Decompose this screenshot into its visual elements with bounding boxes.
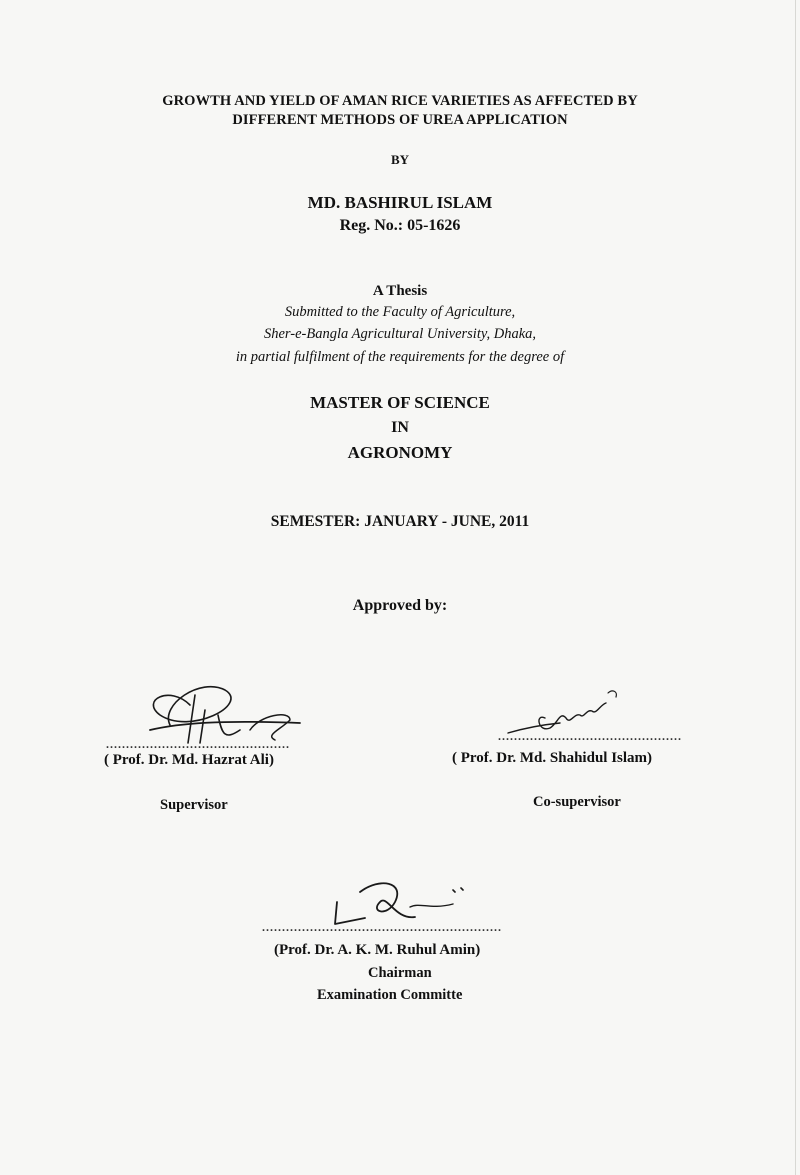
title-line-1: GROWTH AND YIELD OF AMAN RICE VARIETIES AS AFFECTED BY	[162, 93, 638, 109]
submitted-line-2: Sher-e-Bangla Agricultural University, Dhaka,	[263, 326, 537, 342]
author-name: MD. BASHIRUL ISLAM	[307, 193, 493, 212]
chairman-role: Chairman	[368, 965, 432, 981]
title-line-2: DIFFERENT METHODS OF UREA APPLICATION	[232, 112, 568, 128]
semester: SEMESTER: JANUARY - JUNE, 2011	[270, 513, 530, 530]
co-supervisor-role: Co-supervisor	[533, 794, 621, 810]
thesis-title	[0, 92, 800, 130]
by-label: BY	[390, 152, 410, 167]
co-supervisor-dotted-line: ..............................................	[498, 729, 682, 743]
submitted-line-3: in partial fulfilment of the requirements for the degree of	[235, 349, 565, 365]
approved-by-label: Approved by:	[352, 597, 448, 614]
supervisor-role: Supervisor	[160, 797, 228, 813]
scan-edge-line	[795, 0, 796, 1175]
supervisor-name: ( Prof. Dr. Md. Hazrat Ali)	[104, 752, 274, 768]
thesis-label: A Thesis	[372, 283, 428, 299]
degree-line-3: AGRONOMY	[347, 443, 453, 462]
committee-label: Examination Committe	[317, 987, 463, 1003]
chairman-dotted-line: ............................................................	[262, 920, 502, 934]
registration-number: Reg. No.: 05-1626	[339, 217, 461, 234]
supervisor-dotted-line: ..............................................	[106, 737, 290, 751]
degree-line-2: IN	[391, 419, 409, 436]
co-supervisor-name: ( Prof. Dr. Md. Shahidul Islam)	[452, 750, 653, 766]
submitted-line-1: Submitted to the Faculty of Agriculture,	[284, 304, 516, 320]
degree-line-1: MASTER OF SCIENCE	[310, 393, 490, 412]
chairman-name: (Prof. Dr. A. K. M. Ruhul Amin)	[274, 942, 481, 958]
